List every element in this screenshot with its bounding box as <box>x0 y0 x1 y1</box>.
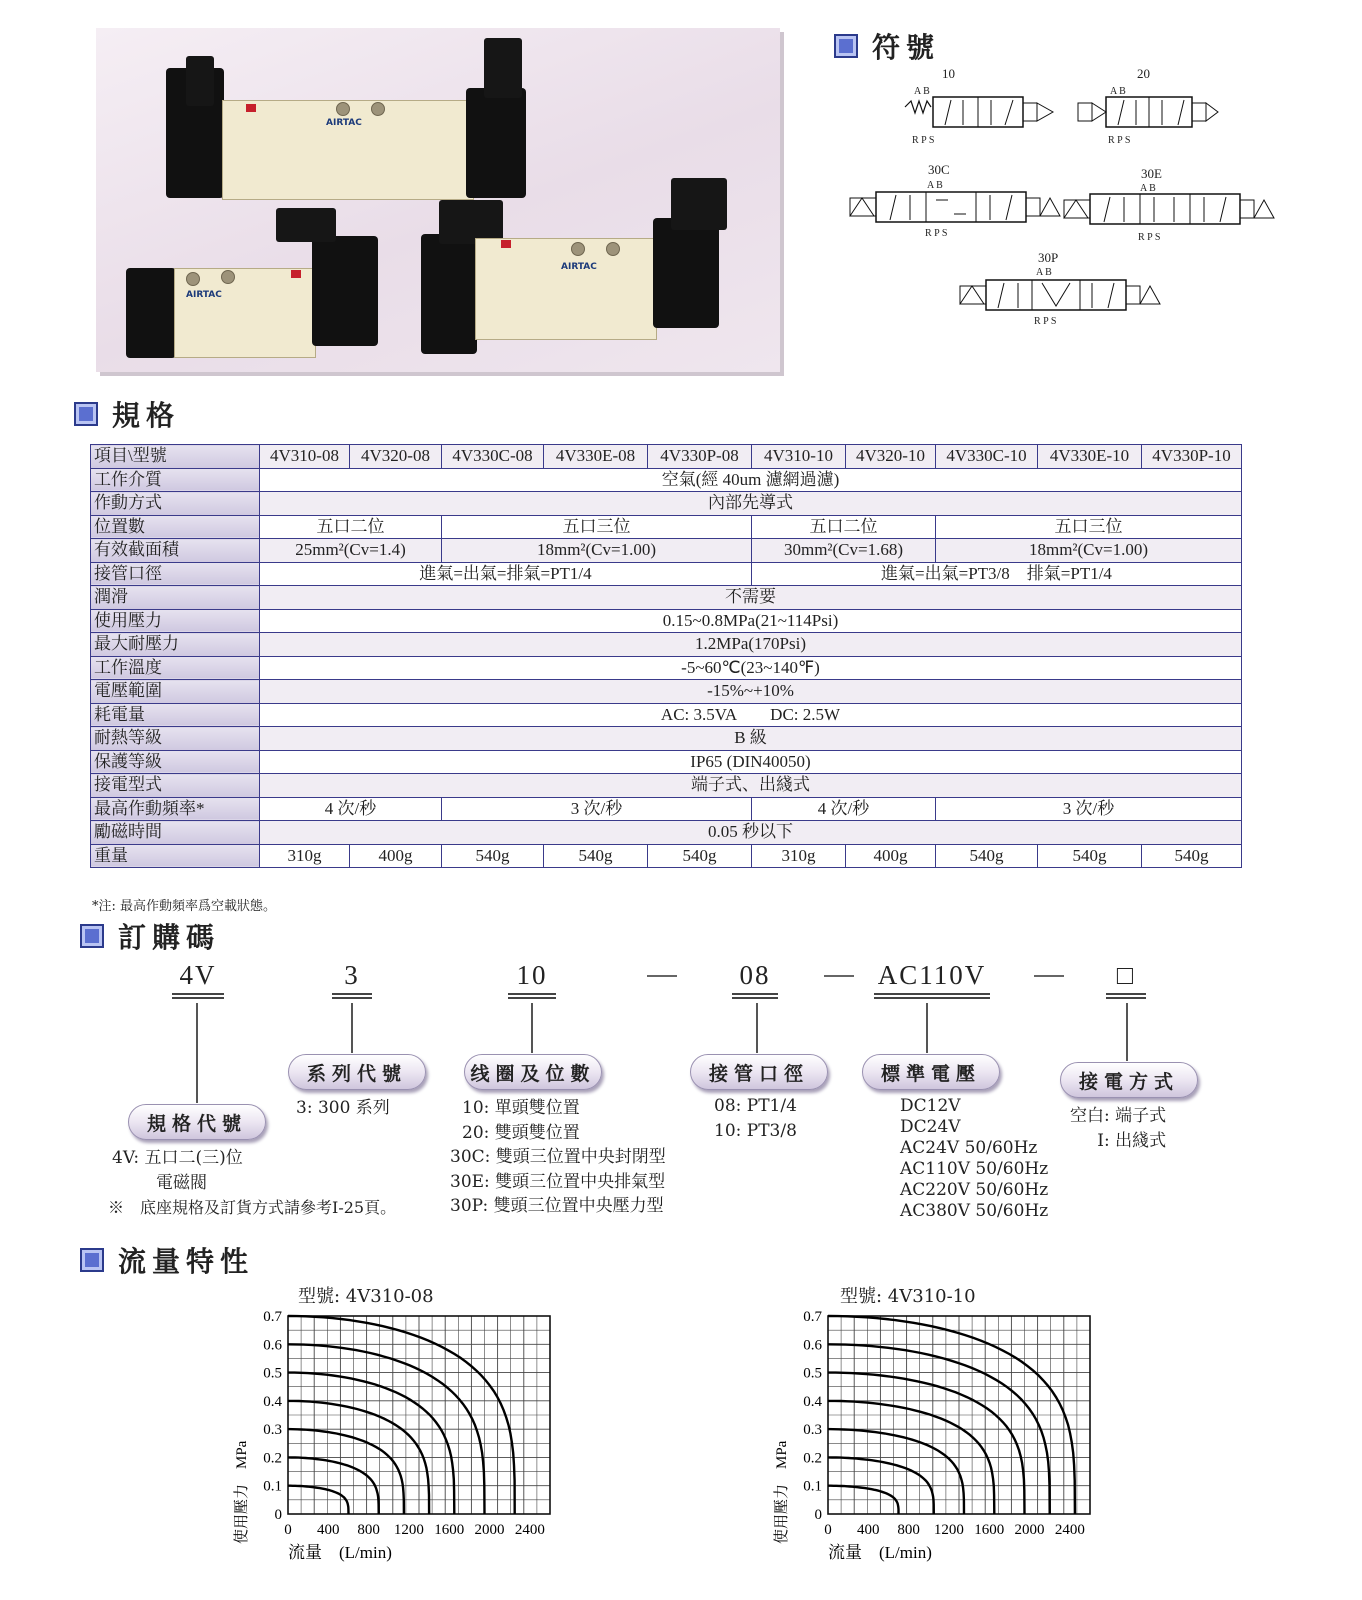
y-tick-label: 0.5 <box>803 1365 822 1382</box>
weight-cell: 540g <box>1142 844 1242 868</box>
connector-line <box>926 1003 928 1053</box>
connector-line <box>1126 1003 1128 1061</box>
table-row <box>91 844 1242 868</box>
row-value: 18mm²(Cv=1.00) <box>442 539 752 563</box>
section-heading-flow: 流量特性 <box>80 1240 254 1280</box>
model-cell: 4V320-10 <box>846 445 936 469</box>
weight-cell: 310g <box>752 844 846 868</box>
x-tick-label: 2000 <box>474 1522 505 1538</box>
row-label: 位置數 <box>91 515 260 539</box>
x-tick-label: 1600 <box>974 1522 1005 1538</box>
pill-spec-code: 規格代號 <box>128 1104 266 1140</box>
symbol-30C <box>850 192 1060 222</box>
x-tick-label: 2400 <box>514 1522 545 1538</box>
table-row <box>91 750 1242 774</box>
pill-wiring: 接電方式 <box>1060 1062 1198 1098</box>
table-row <box>91 821 1242 845</box>
row-value: 30mm²(Cv=1.68) <box>752 539 936 563</box>
chart-title: 型號: 4V310-10 <box>840 1286 976 1307</box>
table-row <box>91 468 1242 492</box>
row-value: AC: 3.5VA DC: 2.5W <box>260 703 1242 727</box>
table-row <box>91 539 1242 563</box>
y-axis-label: 使用壓力 MPa <box>774 1440 790 1544</box>
row-label: 最大耐壓力 <box>91 633 260 657</box>
row-value: 空氣(經 40um 濾網過濾) <box>260 468 1242 492</box>
x-tick-label: 400 <box>317 1522 340 1538</box>
x-axis-label: 流量 (L/min) <box>288 1543 392 1562</box>
table-row <box>91 680 1242 704</box>
weight-cell: 540g <box>1038 844 1142 868</box>
row-label: 耗電量 <box>91 703 260 727</box>
x-tick-label: 0 <box>824 1522 832 1538</box>
table-row <box>91 586 1242 610</box>
row-value: 端子式、出綫式 <box>260 774 1242 798</box>
symbol-30E <box>1064 194 1274 224</box>
y-tick-label: 0.6 <box>263 1337 282 1354</box>
y-tick-label: 0.5 <box>263 1365 282 1382</box>
connector-line <box>531 1003 533 1053</box>
x-axis-label: 流量 (L/min) <box>828 1543 932 1562</box>
row-value: 25mm²(Cv=1.4) <box>260 539 442 563</box>
row-label: 接電型式 <box>91 774 260 798</box>
order-footnote: ※ 底座規格及訂貨方式請參考Ⅰ-25頁。 <box>108 1198 397 1217</box>
row-label: 重量 <box>91 844 260 868</box>
valve-image-2: AIRTAC <box>126 208 386 358</box>
table-row <box>91 703 1242 727</box>
row-label: 最高作動頻率* <box>91 797 260 821</box>
table-row <box>91 774 1242 798</box>
table-row <box>91 727 1242 751</box>
valve-symbols <box>0 0 1362 400</box>
row-value: 五口二位 <box>260 515 442 539</box>
model-cell: 4V330E-08 <box>544 445 648 469</box>
y-tick-label: 0.3 <box>803 1422 822 1439</box>
pill-port-size: 接管口徑 <box>690 1054 828 1090</box>
row-value: 3 次/秒 <box>936 797 1242 821</box>
section-heading-spec: 規格 <box>74 394 180 434</box>
row-label: 勵磁時間 <box>91 821 260 845</box>
spec-footnote: *注: 最高作動頻率爲空載狀態。 <box>92 899 277 914</box>
section-heading-order: 訂購碼 <box>80 916 220 956</box>
weight-cell: 400g <box>846 844 936 868</box>
y-tick-label: 0.2 <box>263 1450 282 1467</box>
y-tick-label: 0 <box>274 1507 282 1523</box>
row-label: 工作溫度 <box>91 656 260 680</box>
symbol-ports-bottom: R P S <box>1034 316 1057 327</box>
row-value: 3 次/秒 <box>442 797 752 821</box>
row-label: 保護等級 <box>91 750 260 774</box>
weight-cell: 540g <box>544 844 648 868</box>
y-tick-label: 0.1 <box>263 1478 282 1495</box>
row-label: 工作介質 <box>91 468 260 492</box>
x-tick-label: 400 <box>857 1522 880 1538</box>
row-label: 耐熱等級 <box>91 727 260 751</box>
voltage-options: DC12V DC24V AC24V 50/60Hz AC110V 50/60Hz AC220V 50/60Hz AC380V 50/60Hz <box>900 1096 1049 1221</box>
table-row <box>91 633 1242 657</box>
model-cell: 4V330E-10 <box>1038 445 1142 469</box>
row-value: 進氣=出氣=PT3/8 排氣=PT1/4 <box>752 562 1242 586</box>
symbol-label: 30C <box>928 162 950 177</box>
heading-bullet-icon <box>74 402 98 426</box>
connector-line <box>196 1003 198 1103</box>
symbol-ports-top: A B <box>1036 267 1052 278</box>
coil-options: 10: 單頭雙位置 20: 雙頭雙位置 30C: 雙頭三位置中央封閉型 30E: 雙頭三位置中央排氣型 30P: 雙頭三位置中央壓力型 <box>450 1098 666 1216</box>
row-label: 接管口徑 <box>91 562 260 586</box>
x-tick-label: 2000 <box>1014 1522 1045 1538</box>
table-row <box>91 515 1242 539</box>
code-dash <box>1034 975 1064 977</box>
series-options: 3: 300 系列 <box>296 1098 390 1118</box>
x-tick-label: 0 <box>284 1522 292 1538</box>
brand-label: AIRTAC <box>326 118 362 128</box>
model-cell: 4V330C-10 <box>936 445 1038 469</box>
symbol-ports-bottom: R P S <box>1138 232 1161 243</box>
symbol-label: 30E <box>1141 166 1162 181</box>
symbol-label: 10 <box>942 66 955 81</box>
row-value: 1.2MPa(170Psi) <box>260 633 1242 657</box>
row-value: 內部先導式 <box>260 492 1242 516</box>
row-value: 0.05 秒以下 <box>260 821 1242 845</box>
weight-cell: 310g <box>260 844 350 868</box>
pill-voltage: 標準電壓 <box>862 1054 1000 1090</box>
symbol-ports-top: A B <box>1140 183 1156 194</box>
code-segment-series: 3 <box>332 960 372 999</box>
model-cell: 4V330P-08 <box>648 445 752 469</box>
model-cell: 4V310-08 <box>260 445 350 469</box>
spec-code-options: 4V: 五口二(三)位 電磁閥 <box>112 1148 243 1193</box>
model-cell: 4V330C-08 <box>442 445 544 469</box>
weight-cell: 540g <box>936 844 1038 868</box>
row-label: 潤滑 <box>91 586 260 610</box>
symbol-ports-bottom: R P S <box>912 135 935 146</box>
table-row <box>91 492 1242 516</box>
flow-chart-4v310-08 <box>220 1300 580 1600</box>
weight-cell: 400g <box>350 844 442 868</box>
row-value: 五口三位 <box>936 515 1242 539</box>
spec-table <box>90 444 1242 868</box>
code-segment-port: 08 <box>732 960 778 999</box>
chart-title: 型號: 4V310-08 <box>298 1286 434 1307</box>
row-value: 五口二位 <box>752 515 936 539</box>
y-axis-label: 使用壓力 MPa <box>234 1440 250 1544</box>
symbol-label: 30P <box>1038 250 1059 265</box>
row-value: 4 次/秒 <box>752 797 936 821</box>
code-dash <box>824 975 854 977</box>
model-cell: 4V310-10 <box>752 445 846 469</box>
section-heading-symbols: 符號 <box>834 26 940 66</box>
x-tick-label: 1200 <box>933 1522 964 1538</box>
row-value: 4 次/秒 <box>260 797 442 821</box>
heading-bullet-icon <box>80 924 104 948</box>
x-tick-label: 2400 <box>1054 1522 1085 1538</box>
code-segment-voltage: AC110V <box>874 960 990 999</box>
row-label: 電壓範圍 <box>91 680 260 704</box>
x-tick-label: 800 <box>357 1522 380 1538</box>
x-tick-label: 1600 <box>434 1522 465 1538</box>
symbol-ports-top: A B <box>1110 86 1126 97</box>
model-cell: 4V330P-10 <box>1142 445 1242 469</box>
row-label: 有效截面積 <box>91 539 260 563</box>
valve-image-3: AIRTAC <box>421 178 771 358</box>
symbol-10 <box>905 97 1053 127</box>
symbol-20 <box>1078 97 1218 127</box>
symbol-label: 20 <box>1137 66 1150 81</box>
code-dash <box>647 975 677 977</box>
table-row <box>91 797 1242 821</box>
row-value: 0.15~0.8MPa(21~114Psi) <box>260 609 1242 633</box>
spec-header-label: 項目\型號 <box>91 445 260 469</box>
port-options: 08: PT1/4 10: PT3/8 <box>714 1096 797 1141</box>
row-value: 進氣=出氣=排氣=PT1/4 <box>260 562 752 586</box>
y-tick-label: 0.7 <box>263 1309 282 1325</box>
code-segment-series-prefix: 4V <box>172 960 224 999</box>
table-row <box>91 562 1242 586</box>
y-tick-label: 0.4 <box>263 1393 282 1410</box>
row-value: 不需要 <box>260 586 1242 610</box>
x-tick-label: 800 <box>897 1522 920 1538</box>
y-tick-label: 0.6 <box>803 1337 822 1354</box>
y-tick-label: 0.2 <box>803 1450 822 1467</box>
flow-chart-4v310-10 <box>760 1300 1120 1600</box>
y-tick-label: 0.1 <box>803 1478 822 1495</box>
y-tick-label: 0 <box>814 1507 822 1523</box>
connector-line <box>756 1003 758 1053</box>
row-value: 五口三位 <box>442 515 752 539</box>
symbol-ports-top: A B <box>914 86 930 97</box>
wiring-options: 空白: 端子式 I: 出綫式 <box>1070 1106 1167 1151</box>
row-label: 作動方式 <box>91 492 260 516</box>
pill-coil-positions: 线圈及位數 <box>464 1054 602 1090</box>
row-value: -15%~+10% <box>260 680 1242 704</box>
connector-line <box>351 1003 353 1053</box>
row-value: IP65 (DIN40050) <box>260 750 1242 774</box>
table-row <box>91 656 1242 680</box>
weight-cell: 540g <box>648 844 752 868</box>
pill-series-code: 系列代號 <box>288 1054 426 1090</box>
code-segment-coil: 10 <box>508 960 556 999</box>
code-segment-wiring: □ <box>1106 960 1146 999</box>
symbol-ports-top: A B <box>927 180 943 191</box>
row-value: 18mm²(Cv=1.00) <box>936 539 1242 563</box>
row-label: 使用壓力 <box>91 609 260 633</box>
y-tick-label: 0.7 <box>803 1309 822 1325</box>
symbol-ports-bottom: R P S <box>925 228 948 239</box>
symbol-30P <box>960 280 1160 310</box>
y-tick-label: 0.3 <box>263 1422 282 1439</box>
table-row <box>91 445 1242 469</box>
y-tick-label: 0.4 <box>803 1393 822 1410</box>
weight-cell: 540g <box>442 844 544 868</box>
symbol-ports-bottom: R P S <box>1108 135 1131 146</box>
x-tick-label: 1200 <box>393 1522 424 1538</box>
row-value: -5~60℃(23~140℉) <box>260 656 1242 680</box>
heading-bullet-icon <box>80 1248 104 1272</box>
row-value: B 級 <box>260 727 1242 751</box>
table-row <box>91 609 1242 633</box>
model-cell: 4V320-08 <box>350 445 442 469</box>
